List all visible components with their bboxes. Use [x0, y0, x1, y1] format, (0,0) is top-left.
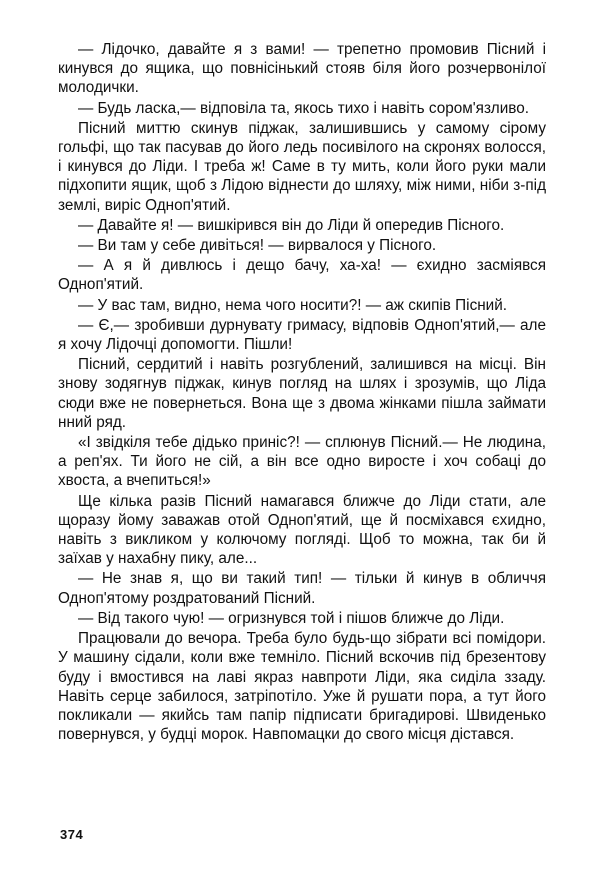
paragraph: — Не знав я, що ви такий тип! — тільки й кинув в обличчя Одноп'ятому роздратований Пісний. — [58, 570, 546, 607]
paragraph: — Є,— зробивши дурнувату гримасу, відповів Одноп'ятий,— але я хочу Лідочці допомогти. Пішли! — [58, 316, 546, 354]
page-number: 374 — [60, 827, 84, 842]
paragraph: Пісний миттю скинув піджак, залишившись у самому сірому гольфі, що так пасував до його ледь посивілого на скронях волосся, і кинувся до Ліди. І треба ж! Саме в ту мить, коли його руки мали підхопити ящик, щоб з Лідою віднести до шляху, між ними, ніби з-під землі, виріс Одноп'ятий. — [58, 119, 546, 214]
paragraph: — А я й дивлюсь і дещо бачу, ха-ха! — єхидно засміявся Одноп'ятий. — [58, 257, 546, 294]
paragraph: Працювали до вечора. Треба було будь-що зібрати всі помідори. У машину сідали, коли вже темніло. Пісний вскочив під брезентову буду і вмостився на лаві якраз навпроти Ліди, яка сиділа ззаду. Навіть серце забилося, затріпотіло. Уже й рушати пора, а тут його покликали — якийсь там папір підписати бригадирові. Швиденько повернувся, у будці морок. Навпомацки до свого місця дістався. — [58, 630, 546, 744]
paragraph: — Лідочко, давайте я з вами! — трепетно промовив Пісний і кинувся до ящика, що повнісінький стояв біля його розчервонілої молодички. — [58, 41, 546, 97]
paragraph: «І звідкіля тебе дідько приніс?! — сплюнув Пісний.— Не людина, а реп'ях. Ти його не сій, а він все одно виросте і хоч собаці до хвоста, а вчепиться!» — [58, 434, 546, 490]
paragraph: — У вас там, видно, нема чого носити?! — аж скипів Пісний. — [78, 296, 508, 314]
paragraph: — Будь ласка,— відповіла та, якось тихо і навіть сором'язливо. — [78, 99, 529, 117]
paragraph: — Ви там у себе дивіться! — вирвалося у Пісного. — [78, 237, 437, 255]
paragraph: Пісний, сердитий і навіть розгублений, залишився на місці. Він знову зодягнув піджак, кинув погляд на шлях і зрозумів, що Ліда сюди вже не повернеться. Вона ще з двома жінками пішла займати нний ряд. — [58, 356, 546, 431]
page-body — [58, 40, 546, 745]
paragraph: Ще кілька разів Пісний намагався ближче до Ліди стати, але щоразу йому заважав отой Одноп'ятий, ще й посміхався єхидно, навіть з викликом у колючому погляді. Щоб то можна, так би й заїхав у нахабну пику, але... — [58, 492, 546, 568]
paragraph: — Давайте я! — вишкірився він до Ліди й опередив Пісного. — [78, 216, 505, 234]
paragraph: — Від такого чую! — огризнувся той і пішов ближче до Ліди. — [78, 609, 505, 627]
